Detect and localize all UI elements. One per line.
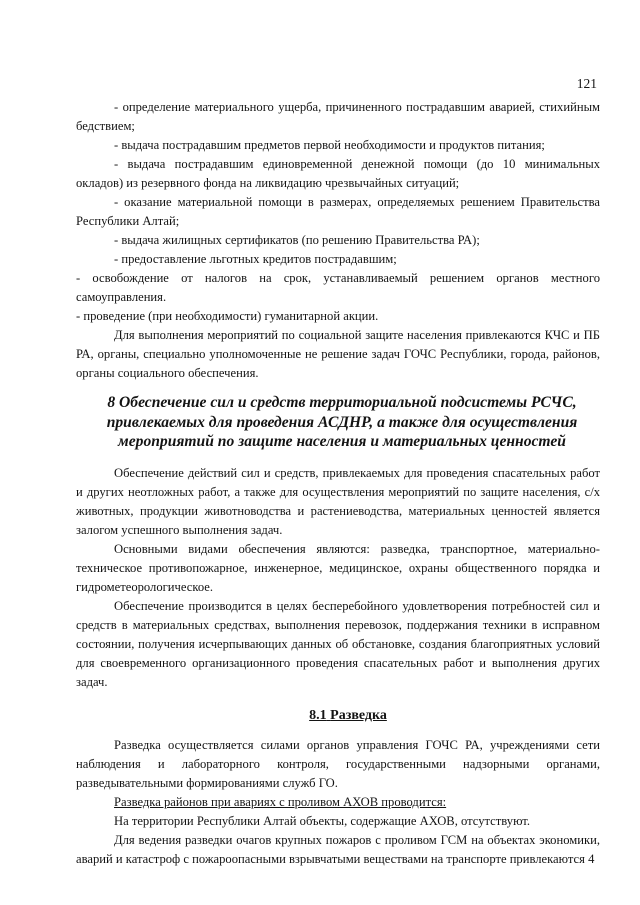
paragraph: На территории Республики Алтай объекты, содержащие АХОВ, отсутствуют. <box>114 813 531 828</box>
list-item: - выдача жилищных сертификатов (по решению Правительства РА); <box>114 233 480 247</box>
list-item: - выдача пострадавшим единовременной денежной помощи (до 10 минимальных окладов) из резервного фонда на ликвидацию чрезвычайных ситуаций; <box>76 157 600 190</box>
paragraph: Для выполнения мероприятий по социальной защите населения привлекаются КЧС и ПБ РА, органы, специально уполномоченные не решение задач ГОЧС Республики, города, районов, органы социального обеспечения. <box>76 328 600 380</box>
page-number: 121 <box>576 76 597 91</box>
list-item: - определение материального ущерба, причиненного пострадавшим аварией, стихийным бедствием; <box>76 100 600 133</box>
paragraph: Основными видами обеспечения являются: разведка, транспортное, материально-техническое противопожарное, инженерное, медицинское, охраны общественного порядка и гидрометеорологическое. <box>76 541 600 594</box>
list-item: - проведение (при необходимости) гуманитарной акции. <box>76 309 379 323</box>
list-item: - освобождение от налогов на срок, устанавливаемый решением органов местного самоуправления. <box>76 271 600 304</box>
paragraph: Обеспечение производится в целях бесперебойного удовлетворения потребностей сил и средств в материальных средствах, выполнения перевозок, поддержания техники в исправном состоянии, получения исчерпывающих данных об обстановке, создания благоприятных условий для своевременного организационного проведения спасательных работ и выполнения других задач. <box>76 598 600 689</box>
section-title: Разведка <box>330 707 387 723</box>
list-item: - оказание материальной помощи в размерах, определяемых решением Правительства Республики Алтай; <box>76 195 600 228</box>
paragraph: Для ведения разведки очагов крупных пожаров с проливом ГСМ на объектах экономики, аварий и катастроф с пожароопасными взрывчатыми веществами на транспорте привлекаются 4 <box>76 832 600 866</box>
section-number: 8.1 <box>309 707 327 723</box>
paragraph: Обеспечение действий сил и средств, привлекаемых для проведения спасательных работ и других неотложных работ, а также для осуществления мероприятий по защите населения, с/х животных, продукции животноводства и растениеводства, материальных ценностей является залогом успешного выполнения задач. <box>76 465 600 537</box>
list-item: - предоставление льготных кредитов пострадавшим; <box>114 252 397 266</box>
section-8-1-heading <box>76 706 600 726</box>
list-item: - выдача пострадавшим предметов первой необходимости и продуктов питания; <box>114 138 545 152</box>
paragraph: Разведка осуществляется силами органов управления ГОЧС РА, учреждениями сети наблюдения и лабораторного контроля, государственными надзорными органами, разведывательными формированиями служб ГО. <box>76 737 600 790</box>
underlined-subheading: Разведка районов при авариях с проливом АХОВ проводится: <box>114 794 447 809</box>
section-8-heading: 8 Обеспечение сил и средств территориальной подсистемы РСЧС, привлекаемых для проведения АСДНР, а также для осуществления мероприятий по защите населения и материальных ценностей <box>106 394 578 450</box>
page-body <box>76 98 600 869</box>
